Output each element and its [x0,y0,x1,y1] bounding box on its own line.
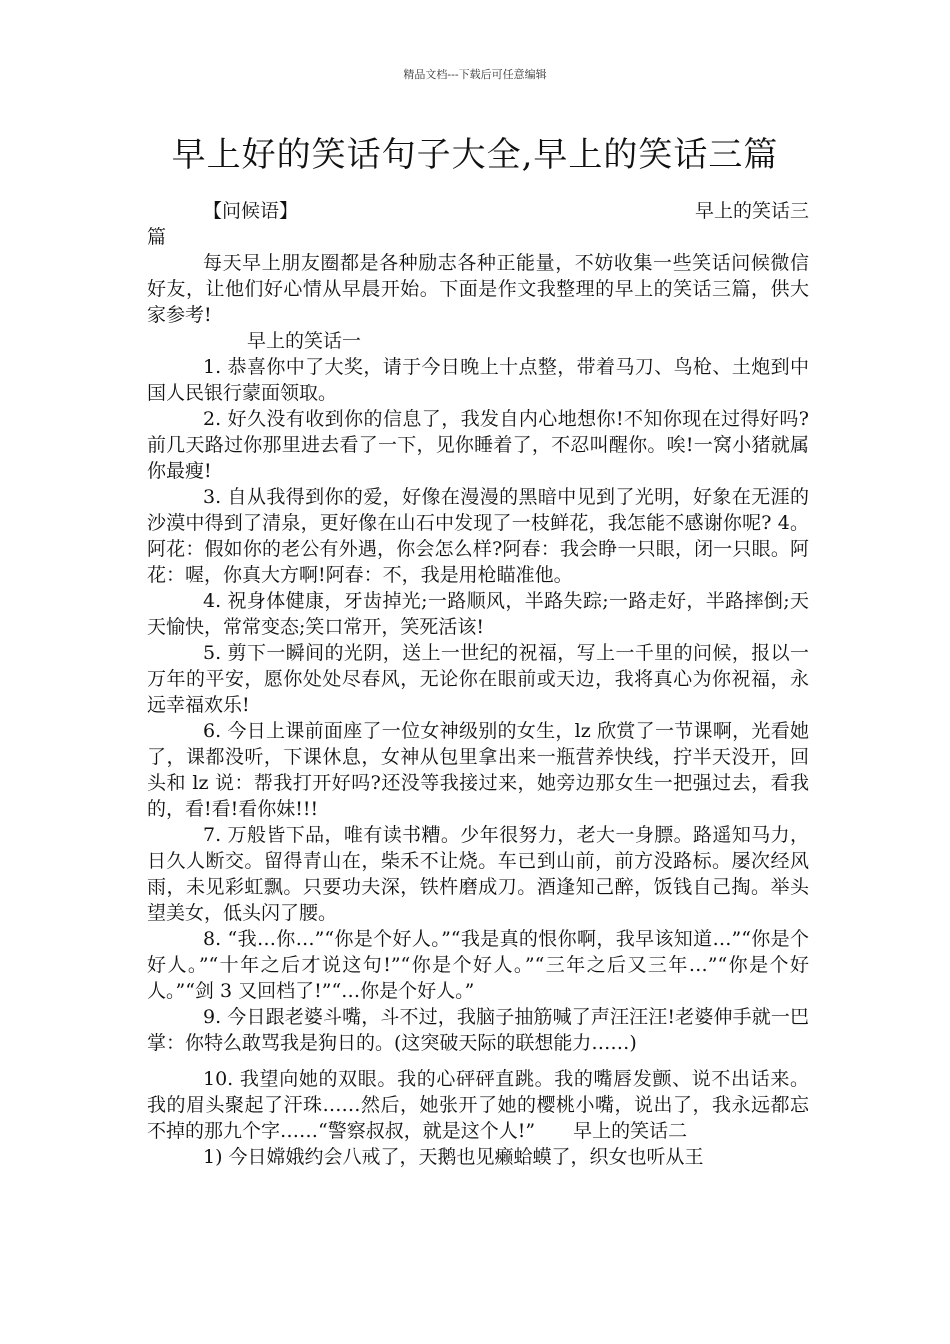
joke-item-2: 2. 好久没有收到你的信息了，我发自内心地想你!不知你现在过得好吗?前几天路过你那里进去看了一下，见你睡着了，不忍叫醒你。唉!一窝小猪就属你最瘦! [147,408,809,482]
joke-item-8: 8. “我…你…”“你是个好人。”“我是真的恨你啊，我早该知道…”“你是个好人。”“十年之后才说这句!”“你是个好人。”“三年之后又三年…”“你是个好人。”“剑 3 又回档了!”“…你是个好人。” [147,928,809,1002]
greeting-wrap-text: 篇 [147,226,167,248]
joke-item-9: 9. 今日跟老婆斗嘴，斗不过，我脑子抽筋喊了声汪汪汪!老婆伸手就一巴掌：你特么敢骂我是狗日的。(这突破天际的联想能力……) [147,1006,809,1054]
greeting-tag: 【问候语】 [203,200,299,222]
joke-item-1: 1. 恭喜你中了大奖，请于今日晚上十点整，带着马刀、鸟枪、土炮到中国人民银行蒙面领取。 [147,356,809,404]
joke-item-4: 4. 祝身体健康，牙齿掉光;一路顺风，半路失踪;一路走好，半路摔倒;天天愉快，常常变态;笑口常开，笑死活该! [147,590,809,638]
joke-item-10 [147,1066,809,1144]
page-header: 精品文档---下载后可任意编辑 [403,68,547,81]
joke-item-6: 6. 今日上课前面座了一位女神级别的女生，lz 欣赏了一节课啊，光看她了，课都没听，下课休息，女神从包里拿出来一瓶营养快线，拧半天没开，回头和 lz 说：帮我打开好吗?还没等我接过来，她旁边那女生一把强过去，看我的，看!看!看你妹!!! [147,720,809,820]
section-heading-1: 早上的笑话一 [247,330,362,352]
greeting-right-text: 早上的笑话三 [694,200,809,222]
greeting-line [147,198,809,224]
joke2-item-1: 1) 今日嫦娥约会八戒了，天鹅也见癞蛤蟆了，织女也听从王 [203,1146,704,1168]
joke-item-3: 3. 自从我得到你的爱，好像在漫漫的黑暗中见到了光明，好象在无涯的沙漠中得到了清泉，更好像在山石中发现了一枝鲜花，我怎能不感谢你呢? 4。阿花：假如你的老公有外遇，你会怎么样?阿春：我会睁一只眼，闭一只眼。阿花：喔，你真大方啊!阿春：不，我是用枪瞄准他。 [147,486,809,586]
joke-item-7: 7. 万般皆下品，唯有读书糟。少年很努力，老大一身膘。路遥知马力，日久人断交。留得青山在，柴禾不让烧。车已到山前，前方没路标。屡次经风雨，未见彩虹飘。只要功夫深，铁杵磨成刀。酒逢知己醉，饭钱自己掏。举头望美女，低头闪了腰。 [147,824,809,924]
document-body [147,198,809,1170]
intro-paragraph: 每天早上朋友圈都是各种励志各种正能量，不妨收集一些笑话问候微信好友，让他们好心情从早晨开始。下面是作文我整理的早上的笑话三篇，供大家参考! [147,252,809,326]
joke-item-10-text: 10. 我望向她的双眼。我的心砰砰直跳。我的嘴唇发颤、说不出话来。我的眉头聚起了汗珠……然后，她张开了她的樱桃小嘴，说出了，我永远都忘不掉的那九个字……“警察叔叔，就是这个人!” [147,1068,809,1142]
section-heading-2: 早上的笑话二 [573,1120,688,1142]
document-title: 早上好的笑话句子大全,早上的笑话三篇 [171,135,779,175]
joke-item-5: 5. 剪下一瞬间的光阴，送上一世纪的祝福，写上一千里的问候，报以一万年的平安，愿你处处尽春风，无论你在眼前或天边，我将真心为你祝福，永远幸福欢乐! [147,642,809,716]
